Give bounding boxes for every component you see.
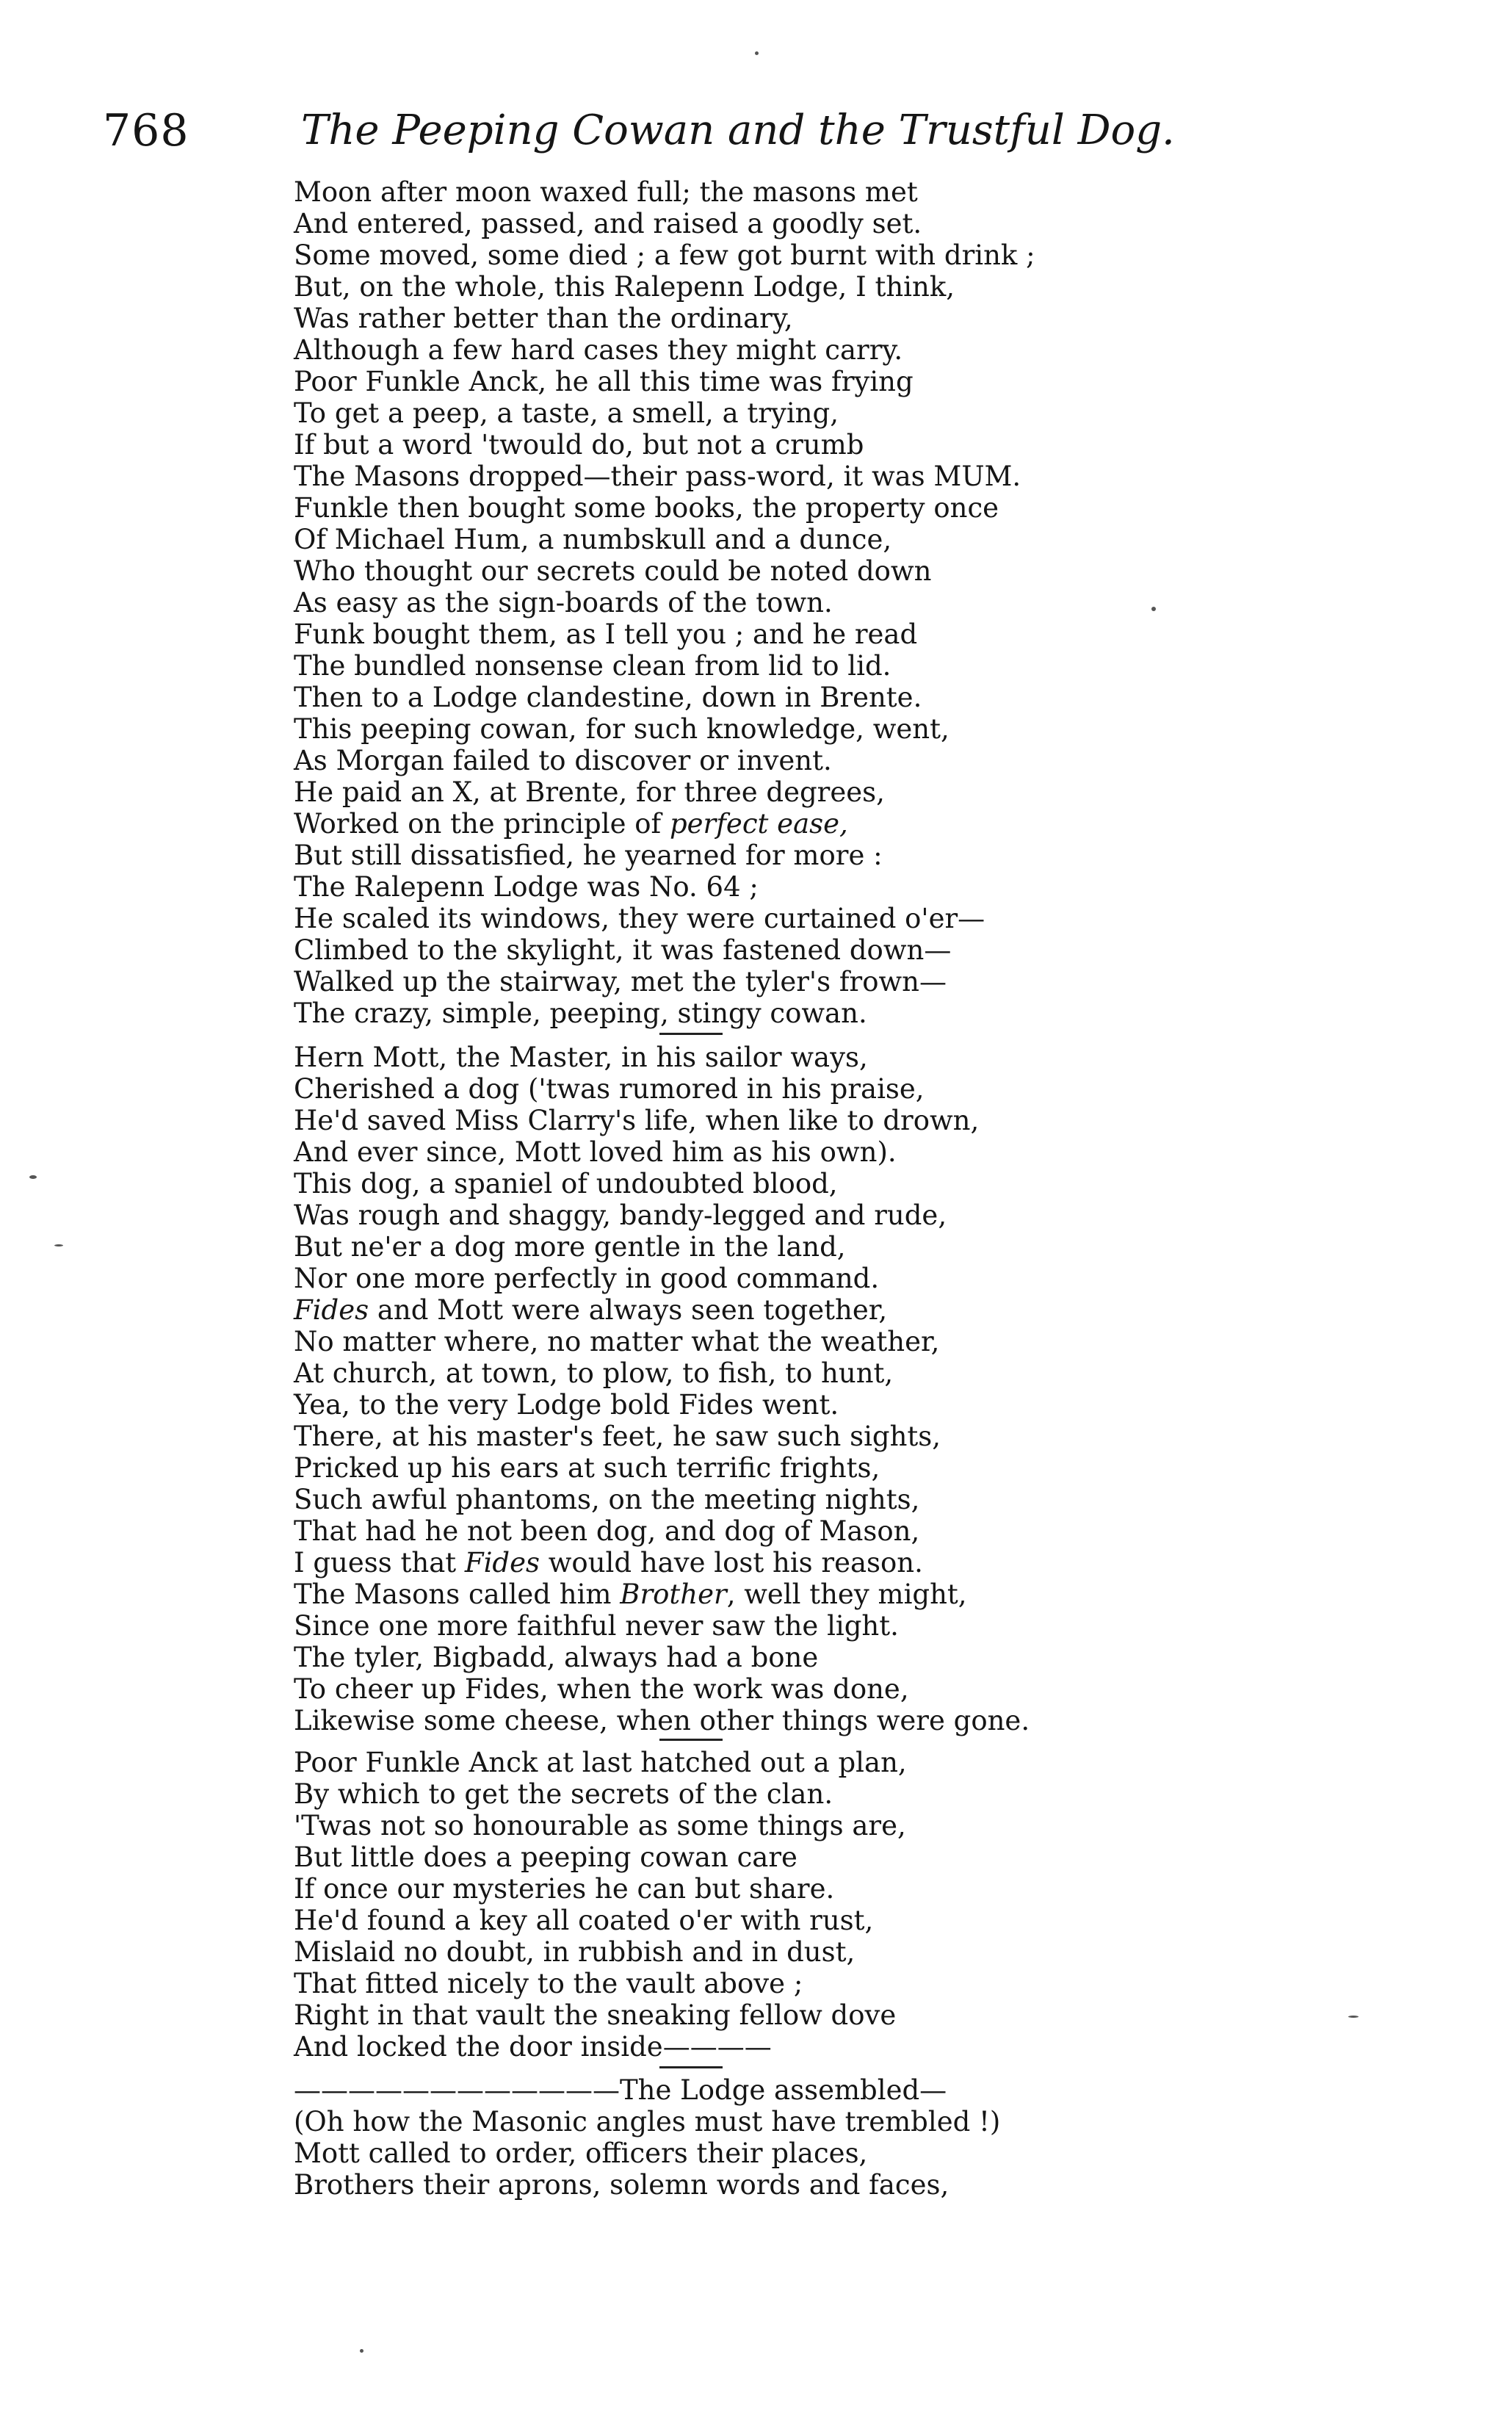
poem-line bbox=[294, 1810, 907, 1841]
poem-line bbox=[294, 903, 1035, 934]
poem-line bbox=[294, 1231, 1030, 1263]
poem-text: Walked up the stairway, met the tyler's frown— bbox=[294, 966, 947, 997]
poem-line bbox=[294, 1199, 1030, 1231]
poem-line bbox=[294, 1389, 1030, 1421]
poem-text: Likewise some cheese, when other things were gone. bbox=[294, 1705, 1030, 1736]
poem-text: Although a few hard cases they might carry. bbox=[294, 334, 903, 366]
poem-text: Hern Mott, the Master, in his sailor ways, bbox=[294, 1042, 868, 1073]
poem-line bbox=[294, 1357, 1030, 1389]
poem-line bbox=[294, 1452, 1030, 1484]
poem-line bbox=[294, 1042, 1030, 1073]
poem-line bbox=[294, 618, 1035, 650]
poem-text: Was rough and shaggy, bandy-legged and rude, bbox=[294, 1199, 947, 1231]
poem-text: That had he not been dog, and dog of Mason, bbox=[294, 1515, 920, 1547]
poem-line bbox=[294, 1841, 907, 1873]
print-speck bbox=[54, 1244, 63, 1247]
poem-text: The crazy, simple, peeping, stingy cowan. bbox=[294, 997, 867, 1029]
poem-line bbox=[294, 587, 1035, 618]
poem-text: As Morgan failed to discover or invent. bbox=[294, 745, 832, 776]
poem-text: Yea, to the very Lodge bold Fides went. bbox=[294, 1389, 839, 1421]
print-speck bbox=[1348, 2016, 1359, 2018]
poem-text: Mott called to order, officers their places, bbox=[294, 2137, 868, 2169]
poem-text: Poor Funkle Anck, he all this time was frying bbox=[294, 366, 914, 397]
poem-line bbox=[294, 366, 1035, 397]
poem-line bbox=[294, 239, 1035, 271]
poem-line bbox=[294, 871, 1035, 903]
poem-text: He'd found a key all coated o'er with rust, bbox=[294, 1905, 874, 1936]
poem-line bbox=[294, 176, 1035, 208]
poem-text: If but a word 'twould do, but not a crumb bbox=[294, 429, 864, 461]
poem-line bbox=[294, 1610, 1030, 1642]
poem-text: The bundled nonsense clean from lid to lid. bbox=[294, 650, 891, 682]
poem-line bbox=[294, 555, 1035, 587]
poem-line bbox=[294, 461, 1035, 492]
poem-text: Cherished a dog ('twas rumored in his praise, bbox=[294, 1073, 925, 1105]
poem-text: But ne'er a dog more gentle in the land, bbox=[294, 1231, 846, 1263]
poem-line bbox=[294, 1579, 1030, 1610]
poem-text: Funk bought them, as I tell you ; and he read bbox=[294, 618, 918, 650]
poem-line bbox=[294, 1326, 1030, 1357]
poem-italic-text: perfect ease, bbox=[669, 808, 848, 840]
poem-line bbox=[294, 966, 1035, 997]
poem-line bbox=[294, 1778, 907, 1810]
poem-text: Some moved, some died ; a few got burnt with drink ; bbox=[294, 239, 1035, 271]
poem-text: No matter where, no matter what the weather, bbox=[294, 1326, 940, 1357]
poem-line bbox=[294, 2137, 1000, 2169]
poem-line bbox=[294, 1168, 1030, 1199]
poem-text: The Masons called him bbox=[294, 1579, 621, 1610]
poem-text: Pricked up his ears at such terrific frights, bbox=[294, 1452, 880, 1484]
print-speck bbox=[29, 1175, 37, 1179]
poem-text: At church, at town, to plow, to fish, to hunt, bbox=[294, 1357, 894, 1389]
poem-text: Poor Funkle Anck at last hatched out a plan, bbox=[294, 1747, 907, 1778]
poem-line bbox=[294, 745, 1035, 776]
poem-line bbox=[294, 1673, 1030, 1705]
stanza-separator-rule bbox=[659, 2066, 723, 2068]
poem-italic-text: Fides bbox=[464, 1547, 540, 1579]
poem-line bbox=[294, 808, 1035, 840]
poem-text: This dog, a spaniel of undoubted blood, bbox=[294, 1168, 838, 1199]
poem-text: Who thought our secrets could be noted down bbox=[294, 555, 932, 587]
print-speck bbox=[360, 2349, 363, 2353]
running-title: The Peeping Cowan and the Trustful Dog. bbox=[301, 107, 1175, 154]
poem-text: I guess that bbox=[294, 1547, 465, 1579]
poem-line bbox=[294, 1747, 907, 1778]
poem-line bbox=[294, 397, 1035, 429]
poem-line bbox=[294, 1421, 1030, 1452]
poem-line bbox=[294, 997, 1035, 1029]
poem-text: would have lost his reason. bbox=[540, 1547, 923, 1579]
poem-line bbox=[294, 2106, 1000, 2137]
poem-text: Such awful phantoms, on the meeting nights, bbox=[294, 1484, 920, 1515]
poem-line bbox=[294, 271, 1035, 303]
poem-text: There, at his master's feet, he saw such sights, bbox=[294, 1421, 941, 1452]
poem-line bbox=[294, 840, 1035, 871]
poem-text: Nor one more perfectly in good command. bbox=[294, 1263, 880, 1294]
stanza-2 bbox=[294, 1042, 1030, 1736]
poem-text: To get a peep, a taste, a smell, a trying, bbox=[294, 397, 839, 429]
poem-text: By which to get the secrets of the clan. bbox=[294, 1778, 833, 1810]
poem-text: If once our mysteries he can but share. bbox=[294, 1873, 835, 1905]
poem-line bbox=[294, 303, 1035, 334]
poem-line bbox=[294, 934, 1035, 966]
poem-text: Then to a Lodge clandestine, down in Brente. bbox=[294, 682, 922, 713]
poem-line bbox=[294, 1642, 1030, 1673]
stanza-separator-rule bbox=[659, 1033, 723, 1035]
poem-text: And entered, passed, and raised a goodly set. bbox=[294, 208, 922, 239]
poem-text: Mislaid no doubt, in rubbish and in dust, bbox=[294, 1936, 856, 1968]
poem-line bbox=[294, 2031, 907, 2063]
poem-text: The Masons dropped—their pass-word, it was MUM. bbox=[294, 461, 1021, 492]
poem-line bbox=[294, 1936, 907, 1968]
poem-text: Was rather better than the ordinary, bbox=[294, 303, 793, 334]
poem-text: Of Michael Hum, a numbskull and a dunce, bbox=[294, 524, 892, 555]
print-speck bbox=[1151, 607, 1156, 611]
poem-italic-text: Fides bbox=[294, 1294, 369, 1326]
poem-text: and Mott were always seen together, bbox=[369, 1294, 888, 1326]
stanza-3 bbox=[294, 1747, 907, 2063]
poem-line bbox=[294, 1999, 907, 2031]
poem-line bbox=[294, 208, 1035, 239]
poem-text: The Ralepenn Lodge was No. 64 ; bbox=[294, 871, 759, 903]
poem-text: Right in that vault the sneaking fellow dove bbox=[294, 1999, 897, 2031]
poem-text: He scaled its windows, they were curtained o'er— bbox=[294, 903, 985, 934]
poem-line bbox=[294, 2074, 1000, 2106]
poem-line bbox=[294, 1968, 907, 1999]
print-speck bbox=[755, 51, 759, 55]
poem-text: He'd saved Miss Clarry's life, when like to drown, bbox=[294, 1105, 980, 1136]
poem-line bbox=[294, 1073, 1030, 1105]
poem-text: Climbed to the skylight, it was fastened down— bbox=[294, 934, 952, 966]
poem-italic-text: Brother bbox=[620, 1579, 727, 1610]
page-number: 768 bbox=[103, 105, 189, 156]
poem-text: , well they might, bbox=[726, 1579, 967, 1610]
poem-line bbox=[294, 429, 1035, 461]
poem-text: As easy as the sign-boards of the town. bbox=[294, 587, 833, 618]
poem-text: And ever since, Mott loved him as his own). bbox=[294, 1136, 897, 1168]
poem-line bbox=[294, 1873, 907, 1905]
poem-text: That fitted nicely to the vault above ; bbox=[294, 1968, 803, 1999]
poem-text: This peeping cowan, for such knowledge, went, bbox=[294, 713, 949, 745]
poem-line bbox=[294, 1294, 1030, 1326]
poem-text: The tyler, Bigbadd, always had a bone bbox=[294, 1642, 819, 1673]
poem-text: 'Twas not so honourable as some things are, bbox=[294, 1810, 906, 1841]
poem-text: But still dissatisfied, he yearned for more : bbox=[294, 840, 883, 871]
poem-text: He paid an X, at Brente, for three degrees, bbox=[294, 776, 885, 808]
poem-line bbox=[294, 1105, 1030, 1136]
poem-text: (Oh how the Masonic angles must have trembled !) bbox=[294, 2106, 1001, 2137]
poem-line bbox=[294, 492, 1035, 524]
poem-text: ————————————The Lodge assembled— bbox=[294, 2074, 947, 2106]
stanza-separator-rule bbox=[659, 1739, 723, 1741]
poem-text: Brothers their aprons, solemn words and faces, bbox=[294, 2169, 949, 2201]
poem-text: But, on the whole, this Ralepenn Lodge, I think, bbox=[294, 271, 955, 303]
poem-line bbox=[294, 713, 1035, 745]
poem-line bbox=[294, 682, 1035, 713]
poem-text: Moon after moon waxed full; the masons met bbox=[294, 176, 918, 208]
poem-text: Since one more faithful never saw the light. bbox=[294, 1610, 899, 1642]
poem-text: Funkle then bought some books, the property once bbox=[294, 492, 999, 524]
poem-line bbox=[294, 1705, 1030, 1736]
stanza-4 bbox=[294, 2074, 1000, 2201]
poem-line bbox=[294, 650, 1035, 682]
poem-line bbox=[294, 334, 1035, 366]
poem-line bbox=[294, 1515, 1030, 1547]
poem-line bbox=[294, 1263, 1030, 1294]
stanza-1 bbox=[294, 176, 1035, 1029]
poem-line bbox=[294, 2169, 1000, 2201]
poem-text: And locked the door inside———— bbox=[294, 2031, 772, 2063]
poem-line bbox=[294, 1136, 1030, 1168]
poem-line bbox=[294, 524, 1035, 555]
poem-text: Worked on the principle of bbox=[294, 808, 670, 840]
poem-text: But little does a peeping cowan care bbox=[294, 1841, 797, 1873]
poem-line bbox=[294, 776, 1035, 808]
poem-line bbox=[294, 1484, 1030, 1515]
poem-line bbox=[294, 1905, 907, 1936]
poem-line bbox=[294, 1547, 1030, 1579]
poem-text: To cheer up Fides, when the work was done, bbox=[294, 1673, 909, 1705]
